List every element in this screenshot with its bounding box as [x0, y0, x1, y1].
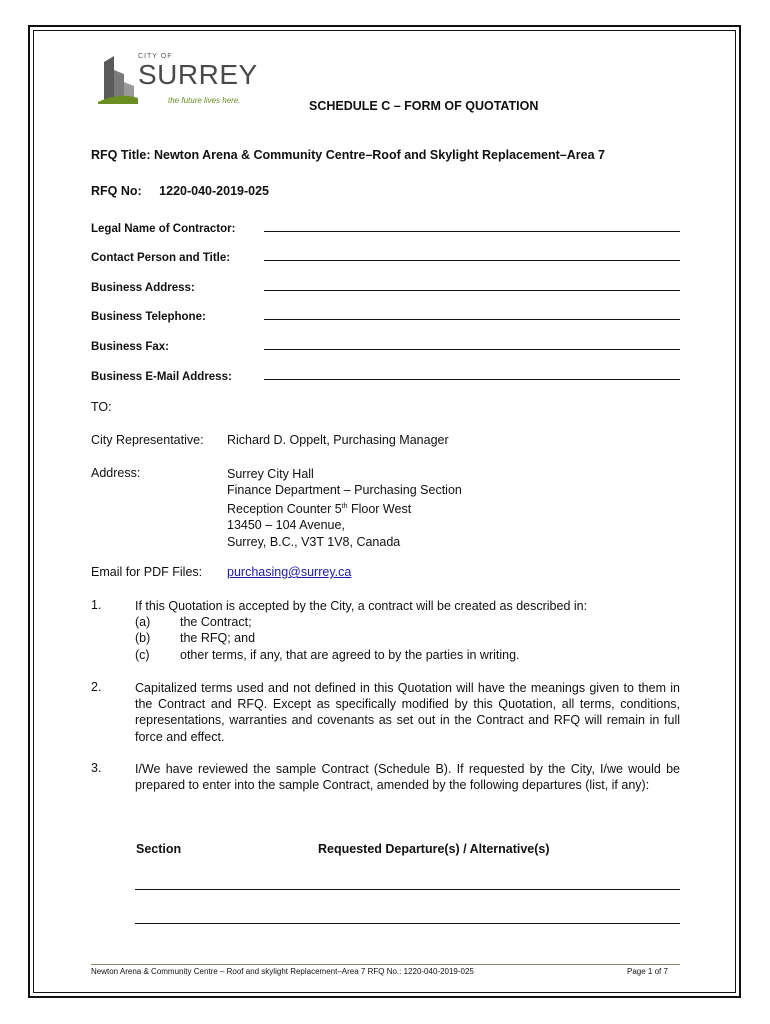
- list-item-text: the Contract;: [180, 615, 252, 630]
- address-label: Address:: [91, 466, 141, 480]
- rfq-number: [91, 184, 269, 198]
- departure-entry-line[interactable]: [135, 923, 680, 924]
- ordinal-suffix: th: [341, 502, 348, 510]
- business-address-label: Business Address:: [91, 282, 195, 294]
- to-label: TO:: [91, 400, 112, 414]
- list-item-text: other terms, if any, that are agreed to by the parties in writing.: [180, 647, 520, 662]
- business-email-label: Business E-Mail Address:: [91, 371, 232, 383]
- logo-city-of: CITY OF: [138, 53, 173, 60]
- business-telephone-field[interactable]: [264, 319, 680, 320]
- list-item-text: the RFQ; and: [180, 631, 256, 646]
- business-telephone-label: Business Telephone:: [91, 311, 206, 323]
- rfq-title: RFQ Title: Newton Arena & Community Centre–Roof and Skylight Replacement–Area 7: [91, 148, 605, 162]
- address-line: Surrey, B.C., V3T 1V8, Canada: [227, 534, 401, 549]
- address-line: Finance Department – Purchasing Section: [227, 483, 462, 498]
- address-line: Surrey City Hall: [227, 467, 314, 481]
- address-block: [227, 466, 462, 550]
- city-representative-label: City Representative:: [91, 433, 204, 447]
- address-line-text: Reception Counter 5: [227, 501, 342, 516]
- surrey-logo: [98, 50, 258, 110]
- legal-name-label: Legal Name of Contractor:: [91, 223, 236, 235]
- business-address-field[interactable]: [264, 290, 680, 291]
- list-item: [135, 647, 680, 663]
- section-column-header: Section: [136, 842, 182, 856]
- contact-person-label: Contact Person and Title:: [91, 252, 231, 264]
- paragraph-1: [135, 598, 680, 663]
- business-fax-field[interactable]: [264, 349, 680, 350]
- list-item: [135, 630, 680, 646]
- paragraph-number: 1.: [91, 598, 102, 612]
- contact-person-field[interactable]: [264, 260, 680, 261]
- city-representative-value: Richard D. Oppelt, Purchasing Manager: [227, 433, 449, 447]
- address-line-text: Floor West: [347, 501, 412, 516]
- surrey-skyline-icon: [98, 52, 138, 104]
- logo-name: SURREY: [138, 59, 258, 90]
- departure-column-header: Requested Departure(s) / Alternative(s): [318, 842, 550, 856]
- footer-reference: Newton Arena & Community Centre – Roof and skylight Replacement–Area 7 RFQ No.: 1220-040-2019-025: [91, 967, 474, 976]
- legal-name-field[interactable]: [264, 231, 680, 232]
- page-title: SCHEDULE C – FORM OF QUOTATION: [309, 99, 539, 113]
- list-item: [135, 614, 680, 630]
- address-line: 13450 – 104 Avenue,: [227, 518, 345, 533]
- list-item-label: (b): [135, 631, 151, 646]
- paragraph-text: If this Quotation is accepted by the City, a contract will be created as described in:: [135, 599, 588, 613]
- paragraph-2: Capitalized terms used and not defined in this Quotation will have the meanings given to them in the Contract and RFQ. Except as specifically modified by this Quotation, all terms, conditions, representations, warranties and covenants as set out in the Contract and RFQ will remain in full force and effect.: [135, 681, 680, 744]
- paragraph-number: 3.: [91, 761, 102, 775]
- paragraph-3: I/We have reviewed the sample Contract (Schedule B). If requested by the City, I/we would be prepared to enter into the sample Contract, amended by the following departures (list, if any):: [135, 762, 680, 793]
- departure-entry-line[interactable]: [135, 889, 680, 890]
- paragraph-number: 2.: [91, 680, 102, 694]
- email-label: Email for PDF Files:: [91, 565, 203, 579]
- rfq-number-value: 1220-040-2019-025: [159, 184, 269, 198]
- page-number: Page 1 of 7: [627, 967, 668, 976]
- business-email-field[interactable]: [264, 379, 680, 380]
- list-item-label: (a): [135, 615, 151, 630]
- email-link[interactable]: purchasing@surrey.ca: [227, 565, 352, 579]
- address-line: [227, 499, 462, 518]
- logo-tagline: the future lives here.: [168, 96, 241, 105]
- footer-divider: [91, 964, 680, 965]
- business-fax-label: Business Fax:: [91, 341, 169, 353]
- rfq-number-label: RFQ No:: [91, 184, 142, 198]
- list-item-label: (c): [135, 647, 150, 662]
